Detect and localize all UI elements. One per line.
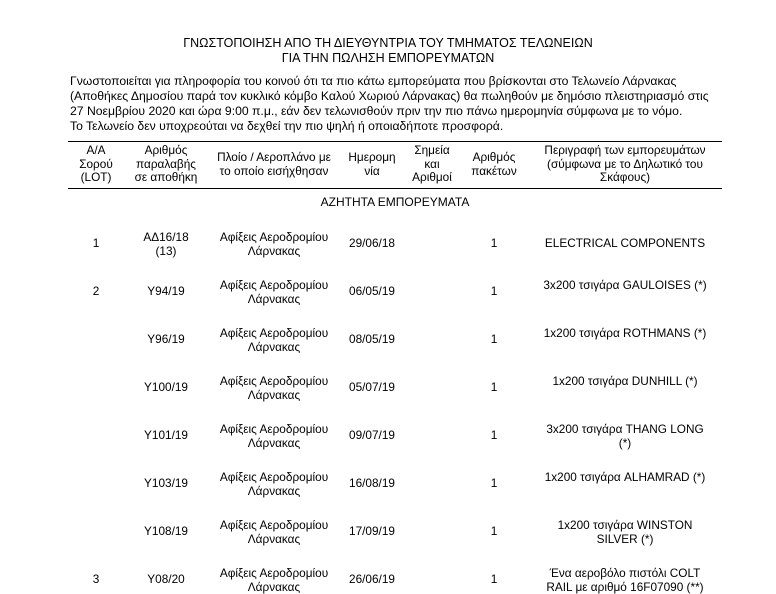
intro-line-1: Γνωστοποιείται για πληροφορία του κοινού ότι τα πιο κάτω εμπορεύματα που βρίσκονται στο Τελωνείο Λάρνακας bbox=[70, 74, 677, 88]
cell-lot bbox=[68, 572, 124, 586]
cell-vessel bbox=[208, 470, 340, 498]
cell-storage-number bbox=[124, 572, 208, 586]
cell-vessel-line: Αφίξεις Αεροδρομίου bbox=[219, 422, 329, 436]
cell-date bbox=[340, 572, 404, 586]
header-vessel: Πλοίο / Αεροπλάνο με το οποίο εισήχθησαν bbox=[217, 150, 331, 178]
cell-date bbox=[340, 428, 404, 442]
cell-vessel-line: Αφίξεις Αεροδρομίου bbox=[219, 278, 329, 292]
cell-vessel-line: Αφίξεις Αεροδρομίου bbox=[219, 470, 329, 484]
cell-vessel-line: Αφίξεις Αεροδρομίου bbox=[219, 566, 329, 580]
header-packages: Αριθμός πακέτων bbox=[471, 150, 517, 178]
cell-storage-number-line: Υ94/19 bbox=[147, 284, 185, 298]
cell-storage-number-line: Υ100/19 bbox=[144, 380, 188, 394]
cell-lot-line: 3 bbox=[92, 572, 100, 586]
cell-packages-line: 1 bbox=[490, 428, 498, 442]
cell-storage-number-line: Υ103/19 bbox=[144, 476, 188, 490]
header-date: Ημερομη νία bbox=[348, 150, 396, 178]
cell-packages-line: 1 bbox=[490, 236, 498, 250]
cell-date-line: 05/07/19 bbox=[349, 380, 395, 394]
cell-description bbox=[528, 278, 722, 292]
cell-date bbox=[340, 236, 404, 250]
intro-line-2: (Αποθήκες Δημοσίου παρά τον κυκλικό κόμβο Καλού Χωριού Λάρνακας) θα πωληθούν με δημόσιο πλειστηριασμό στις bbox=[70, 89, 709, 103]
cell-storage-number bbox=[124, 284, 208, 298]
cell-date-line: 29/06/18 bbox=[349, 236, 395, 250]
cell-description-line: (*) bbox=[618, 436, 632, 450]
cell-vessel bbox=[208, 278, 340, 306]
cell-description-line: 1x200 τσιγάρα WINSTON bbox=[557, 518, 693, 532]
cell-storage-number-line: Υ101/19 bbox=[144, 428, 188, 442]
cell-date-line: 16/08/19 bbox=[349, 476, 395, 490]
cell-lot bbox=[68, 236, 124, 250]
cell-vessel-line: Λάρνακας bbox=[247, 580, 301, 594]
cell-packages bbox=[460, 380, 528, 394]
cell-description-line: 3x200 τσιγάρα THANG LONG bbox=[546, 422, 704, 436]
cell-vessel-line: Λάρνακας bbox=[247, 244, 301, 258]
intro-line-3: 27 Νοεμβρίου 2020 και ώρα 9:00 π.μ., εάν δεν τελωνισθούν πριν την πιο πάνω ημερομηνία σύμφωνα με το νόμο. bbox=[70, 104, 683, 118]
cell-storage-number bbox=[124, 428, 208, 442]
intro-line-4: Το Τελωνείο δεν υποχρεούται να δεχθεί την πιο ψηλή ή οποιαδήποτε προσφορά. bbox=[70, 119, 504, 133]
cell-vessel bbox=[208, 230, 340, 258]
cell-vessel-line: Λάρνακας bbox=[247, 388, 301, 402]
cell-description bbox=[528, 236, 722, 250]
cell-description bbox=[528, 566, 722, 594]
cell-date-line: 09/07/19 bbox=[349, 428, 395, 442]
cell-date-line: 26/06/19 bbox=[349, 572, 395, 586]
cell-description bbox=[528, 518, 722, 546]
cell-description bbox=[528, 326, 722, 340]
cell-date-line: 17/09/19 bbox=[349, 524, 395, 538]
cell-storage-number-line: (13) bbox=[155, 244, 177, 258]
cell-description-line: SILVER (*) bbox=[596, 532, 654, 546]
cell-vessel-line: Λάρνακας bbox=[247, 532, 301, 546]
cell-description bbox=[528, 374, 722, 388]
cell-lot-line: 1 bbox=[92, 236, 100, 250]
cell-vessel-line: Λάρνακας bbox=[247, 292, 301, 306]
cell-lot-line: 2 bbox=[92, 284, 100, 298]
cell-packages-line: 1 bbox=[490, 332, 498, 346]
cell-date bbox=[340, 332, 404, 346]
cell-packages bbox=[460, 332, 528, 346]
cell-description-line: 1x200 τσιγάρα ALHAMRAD (*) bbox=[544, 470, 706, 484]
cell-storage-number bbox=[124, 524, 208, 538]
cell-storage-number-line: Υ108/19 bbox=[144, 524, 188, 538]
header-marks: Σημεία και Αριθμοί bbox=[412, 143, 452, 184]
cell-description-line: 3x200 τσιγάρα GAULOISES (*) bbox=[543, 278, 707, 292]
cell-packages bbox=[460, 236, 528, 250]
cell-storage-number bbox=[124, 332, 208, 346]
cell-vessel bbox=[208, 326, 340, 354]
cell-description-line: RAIL με αριθμό 16F07090 (**) bbox=[546, 580, 704, 594]
cell-vessel-line: Αφίξεις Αεροδρομίου bbox=[219, 374, 329, 388]
document-title-line1: ΓΝΩΣΤΟΠΟΙΗΣΗ ΑΠΟ ΤΗ ΔΙΕΥΘΥΝΤΡΙΑ ΤΟΥ ΤΜΗΜΑΤΟΣ ΤΕΛΩΝΕΙΩΝ bbox=[183, 36, 593, 50]
cell-vessel bbox=[208, 422, 340, 450]
cell-storage-number-line: Υ96/19 bbox=[147, 332, 185, 346]
cell-storage-number bbox=[124, 230, 208, 258]
cell-packages bbox=[460, 572, 528, 586]
cell-vessel-line: Λάρνακας bbox=[247, 340, 301, 354]
cell-vessel bbox=[208, 518, 340, 546]
cell-date bbox=[340, 524, 404, 538]
cell-packages-line: 1 bbox=[490, 476, 498, 490]
cell-description-line: 1x200 τσιγάρα DUNHILL (*) bbox=[552, 374, 698, 388]
cell-description bbox=[528, 422, 722, 450]
cell-description-line: ELECTRICAL COMPONENTS bbox=[544, 236, 706, 250]
cell-packages-line: 1 bbox=[490, 284, 498, 298]
cell-packages bbox=[460, 524, 528, 538]
cell-vessel-line: Λάρνακας bbox=[247, 436, 301, 450]
section-title: ΑΖΗΤΗΤΑ ΕΜΠΟΡΕΥΜΑΤΑ bbox=[320, 195, 470, 209]
cell-lot bbox=[68, 284, 124, 298]
cell-description bbox=[528, 470, 722, 484]
cell-storage-number-line: Υ08/20 bbox=[147, 572, 185, 586]
cell-description-line: Ένα αεροβόλο πιστόλι COLT bbox=[549, 566, 701, 580]
cell-vessel-line: Αφίξεις Αεροδρομίου bbox=[219, 326, 329, 340]
cell-description-line: 1x200 τσιγάρα ROTHMANS (*) bbox=[543, 326, 707, 340]
cell-date bbox=[340, 476, 404, 490]
header-lot: Α/Α Σορού (LOT) bbox=[79, 143, 113, 184]
cell-packages-line: 1 bbox=[490, 524, 498, 538]
cell-vessel-line: Λάρνακας bbox=[247, 484, 301, 498]
cell-vessel-line: Αφίξεις Αεροδρομίου bbox=[219, 230, 329, 244]
cell-packages bbox=[460, 476, 528, 490]
header-description: Περιγραφή των εμπορευμάτων (σύμφωνα με το Δηλωτικό του Σκάφους) bbox=[544, 143, 706, 184]
cell-date bbox=[340, 284, 404, 298]
header-storage-number: Αριθμός παραλαβής σε αποθήκη bbox=[134, 143, 198, 184]
cell-date bbox=[340, 380, 404, 394]
cell-packages-line: 1 bbox=[490, 572, 498, 586]
cell-vessel bbox=[208, 566, 340, 594]
cell-packages bbox=[460, 428, 528, 442]
document-title-line2: ΓΙΑ ΤΗΝ ΠΩΛΗΣΗ ΕΜΠΟΡΕΥΜΑΤΩΝ bbox=[281, 51, 495, 65]
cell-vessel bbox=[208, 374, 340, 402]
cell-vessel-line: Αφίξεις Αεροδρομίου bbox=[219, 518, 329, 532]
cell-date-line: 08/05/19 bbox=[349, 332, 395, 346]
cell-storage-number bbox=[124, 380, 208, 394]
table-header-rule bbox=[68, 188, 722, 189]
cell-date-line: 06/05/19 bbox=[349, 284, 395, 298]
cell-storage-number bbox=[124, 476, 208, 490]
cell-storage-number-line: ΑΔ16/18 bbox=[143, 230, 189, 244]
cell-packages-line: 1 bbox=[490, 380, 498, 394]
table-top-rule bbox=[68, 141, 722, 142]
cell-packages bbox=[460, 284, 528, 298]
